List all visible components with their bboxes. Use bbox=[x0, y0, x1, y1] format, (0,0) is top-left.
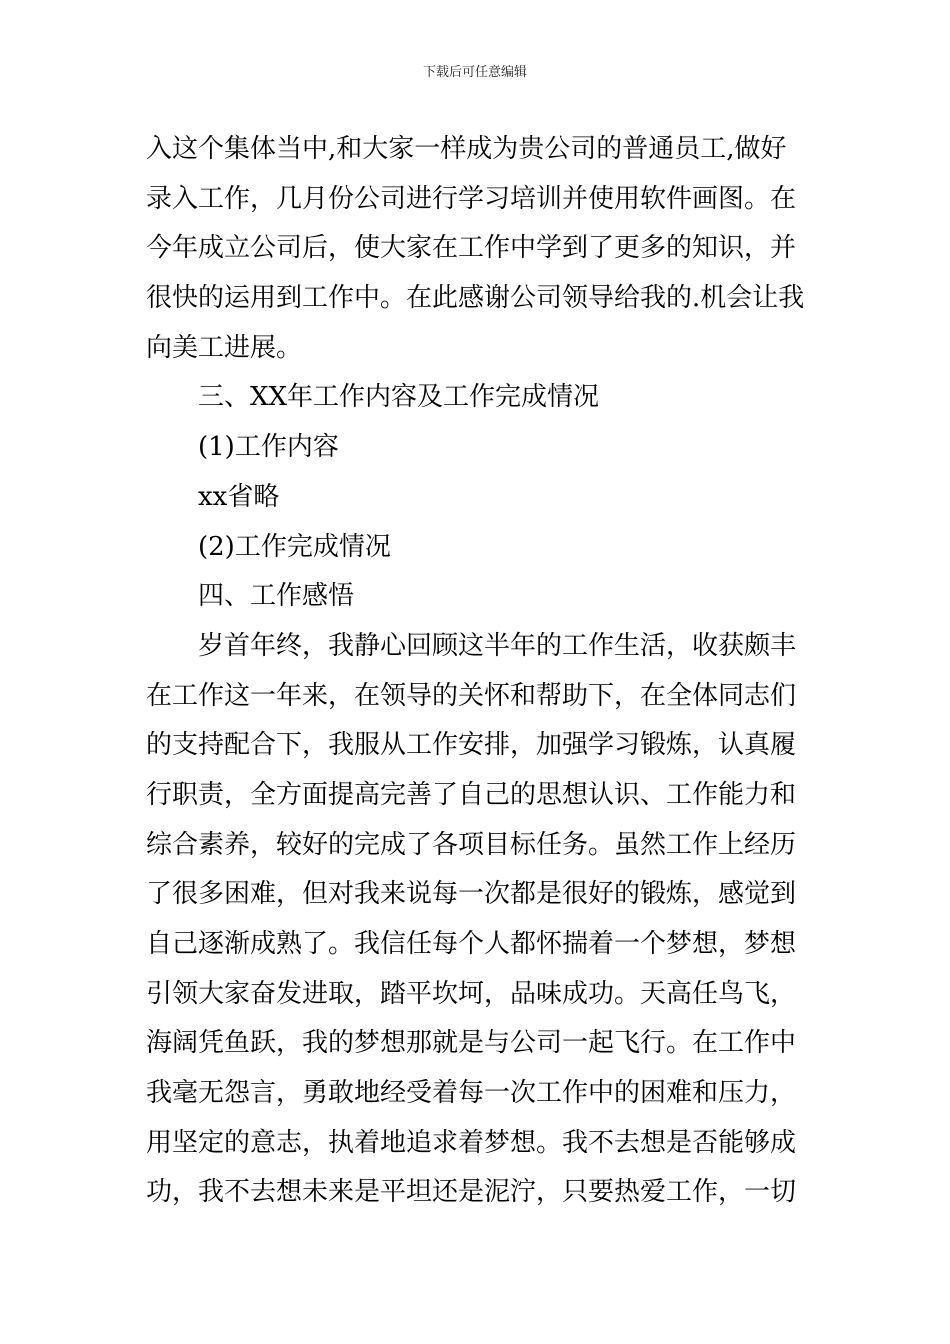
body-line: 行职责，全方面提高完善了自己的思想认识、工作能力和 bbox=[146, 779, 797, 810]
body-line: 自己逐渐成熟了。我信任每个人都怀揣着一个梦想，梦想 bbox=[146, 929, 797, 959]
page-header: 下载后可任意编辑 bbox=[422, 65, 527, 80]
document-body bbox=[146, 125, 810, 1218]
body-line: 海阔凭鱼跃，我的梦想那就是与公司一起飞行。在工作中 bbox=[146, 1028, 797, 1059]
body-line: 功，我不去想未来是平坦还是泥泞，只要热爱工作，一切 bbox=[146, 1177, 797, 1208]
body-line: 很快的运用到工作中。在此感谢公司领导给我的.机会让我 bbox=[146, 283, 805, 314]
body-line: 在工作这一年来，在领导的关怀和帮助下，在全体同志们 bbox=[146, 680, 797, 711]
body-line: 综合素养，较好的完成了各项目标任务。虽然工作上经历 bbox=[146, 829, 797, 860]
body-line: 我毫无怨言，勇敢地经受着每一次工作中的困难和压力， bbox=[146, 1078, 797, 1109]
body-line: 今年成立公司后，使大家在工作中学到了更多的知识，并 bbox=[146, 233, 797, 264]
body-line: 引领大家奋发进取，踏平坎坷，品味成功。天高任鸟飞， bbox=[146, 978, 797, 1009]
body-line: 向美工进展。 bbox=[146, 332, 303, 363]
subsection-heading: (2)工作完成情况 bbox=[198, 531, 391, 562]
section-heading: 三、XX年工作内容及工作完成情况 bbox=[198, 382, 600, 413]
body-line: 录入工作，几月份公司进行学习培训并使用软件画图。在 bbox=[146, 183, 797, 214]
paragraph-start: 岁首年终，我静心回顾这半年的工作生活，收获颇丰 bbox=[198, 630, 797, 661]
body-line: 的支持配合下，我服从工作安排，加强学习锻炼，认真履 bbox=[146, 730, 797, 761]
subsection-heading: (1)工作内容 bbox=[198, 432, 339, 463]
body-line: 入这个集体当中,和大家一样成为贵公司的普通员工,做好 bbox=[146, 134, 787, 164]
body-line: 了很多困难，但对我来说每一次都是很好的锻炼，感觉到 bbox=[146, 879, 797, 910]
body-line: xx省略 bbox=[198, 481, 280, 512]
body-line: 用坚定的意志，执着地追求着梦想。我不去想是否能够成 bbox=[146, 1127, 797, 1158]
section-heading: 四、工作感悟 bbox=[198, 581, 355, 612]
